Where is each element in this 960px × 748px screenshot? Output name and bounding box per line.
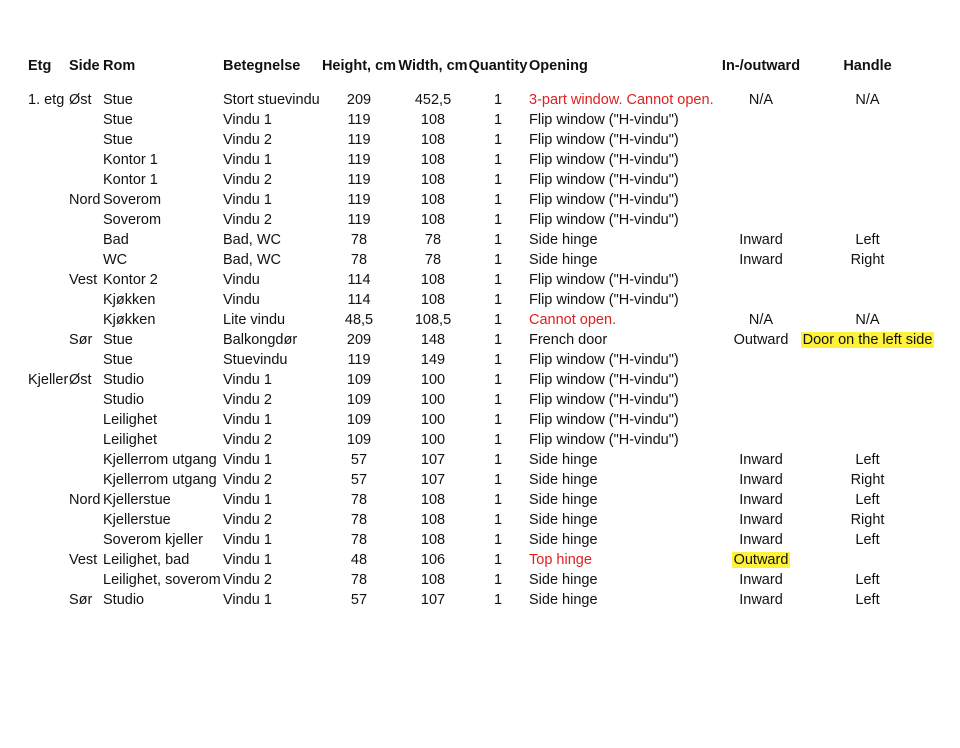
cell-betegnelse: Vindu 2 bbox=[223, 132, 272, 148]
cell-side: Nord bbox=[69, 192, 101, 208]
cell-handle: Left bbox=[855, 572, 880, 588]
cell-betegnelse: Vindu 1 bbox=[223, 592, 272, 608]
cell-width: 108 bbox=[420, 172, 446, 188]
cell-betegnelse: Vindu bbox=[223, 292, 260, 308]
cell-height: 57 bbox=[350, 472, 368, 488]
cell-betegnelse: Vindu 2 bbox=[223, 212, 272, 228]
cell-height: 119 bbox=[347, 132, 371, 148]
cell-rom: Kjellerrom utgang bbox=[103, 472, 217, 488]
cell-width: 452,5 bbox=[414, 92, 452, 108]
cell-quantity: 1 bbox=[493, 552, 503, 568]
cell-side: Sør bbox=[69, 332, 93, 348]
cell-width: 100 bbox=[420, 372, 446, 388]
cell-width: 108 bbox=[420, 112, 446, 128]
cell-rom: Stue bbox=[103, 112, 133, 128]
cell-rom: Leilighet bbox=[103, 432, 158, 448]
cell-rom: Soverom bbox=[103, 192, 162, 208]
cell-quantity: 1 bbox=[493, 592, 503, 608]
cell-quantity: 1 bbox=[493, 412, 503, 428]
cell-opening: Side hinge bbox=[529, 252, 598, 268]
cell-height: 109 bbox=[346, 392, 372, 408]
cell-width: 148 bbox=[420, 332, 446, 348]
cell-betegnelse: Stuevindu bbox=[223, 352, 288, 368]
cell-rom: Studio bbox=[103, 392, 145, 408]
cell-inout: Inward bbox=[739, 472, 783, 488]
cell-opening: 3-part window. Cannot open. bbox=[529, 92, 714, 108]
cell-quantity: 1 bbox=[493, 432, 503, 448]
cell-height: 48 bbox=[350, 552, 368, 568]
cell-betegnelse: Bad, WC bbox=[223, 252, 282, 268]
cell-betegnelse: Vindu 1 bbox=[223, 152, 272, 168]
cell-height: 209 bbox=[346, 332, 372, 348]
cell-width: 108 bbox=[420, 212, 446, 228]
cell-height: 57 bbox=[350, 452, 368, 468]
header-width: Width, cm bbox=[398, 58, 468, 74]
cell-opening: Flip window ("H-vindu") bbox=[529, 212, 679, 228]
cell-quantity: 1 bbox=[493, 192, 503, 208]
cell-inout: Inward bbox=[739, 232, 783, 248]
cell-side: Vest bbox=[69, 272, 98, 288]
cell-width: 108 bbox=[420, 512, 446, 528]
cell-handle: Left bbox=[855, 232, 880, 248]
cell-rom: Bad bbox=[103, 232, 129, 248]
cell-width: 108 bbox=[420, 192, 446, 208]
cell-rom: Stue bbox=[103, 132, 133, 148]
cell-width: 100 bbox=[420, 412, 446, 428]
cell-rom: WC bbox=[103, 252, 128, 268]
cell-height: 109 bbox=[346, 412, 372, 428]
cell-height: 78 bbox=[350, 232, 368, 248]
cell-rom: Kjøkken bbox=[103, 312, 156, 328]
cell-opening: Side hinge bbox=[529, 572, 598, 588]
cell-inout: Inward bbox=[739, 452, 783, 468]
cell-inout: Inward bbox=[739, 532, 783, 548]
cell-rom: Leilighet, soverom bbox=[103, 572, 221, 588]
cell-rom: Kjellerrom utgang bbox=[103, 452, 217, 468]
cell-height: 119 bbox=[347, 212, 371, 228]
header-side: Side bbox=[69, 58, 100, 74]
cell-inout: N/A bbox=[748, 312, 774, 328]
cell-inout: Outward bbox=[733, 332, 789, 348]
cell-rom: Studio bbox=[103, 372, 145, 388]
cell-rom: Kjellerstue bbox=[103, 512, 171, 528]
cell-rom: Stue bbox=[103, 332, 133, 348]
cell-betegnelse: Vindu 2 bbox=[223, 512, 272, 528]
cell-opening: Flip window ("H-vindu") bbox=[529, 372, 679, 388]
cell-width: 100 bbox=[420, 392, 446, 408]
cell-betegnelse: Lite vindu bbox=[223, 312, 286, 328]
cell-quantity: 1 bbox=[493, 312, 503, 328]
cell-width: 108 bbox=[420, 132, 446, 148]
cell-height: 119 bbox=[347, 192, 371, 208]
header-inout: In-/outward bbox=[721, 58, 801, 74]
cell-opening: Flip window ("H-vindu") bbox=[529, 152, 679, 168]
cell-opening: French door bbox=[529, 332, 608, 348]
cell-opening: Flip window ("H-vindu") bbox=[529, 292, 679, 308]
cell-height: 119 bbox=[347, 112, 371, 128]
cell-betegnelse: Vindu 1 bbox=[223, 412, 272, 428]
cell-betegnelse: Vindu 1 bbox=[223, 372, 272, 388]
cell-width: 108 bbox=[420, 272, 446, 288]
header-handle: Handle bbox=[843, 58, 892, 74]
highlighted-value: Door on the left side bbox=[802, 332, 933, 348]
cell-height: 119 bbox=[347, 352, 371, 368]
cell-opening: Side hinge bbox=[529, 512, 598, 528]
cell-quantity: 1 bbox=[493, 212, 503, 228]
cell-width: 107 bbox=[420, 472, 446, 488]
cell-opening: Flip window ("H-vindu") bbox=[529, 392, 679, 408]
cell-handle: N/A bbox=[855, 92, 880, 108]
cell-opening: Side hinge bbox=[529, 452, 598, 468]
cell-opening: Top hinge bbox=[529, 552, 592, 568]
cell-quantity: 1 bbox=[493, 292, 503, 308]
cell-handle: Left bbox=[855, 592, 880, 608]
cell-rom: Soverom bbox=[103, 212, 162, 228]
cell-opening: Side hinge bbox=[529, 592, 598, 608]
cell-inout: Inward bbox=[739, 572, 783, 588]
cell-inout: Inward bbox=[739, 512, 783, 528]
cell-quantity: 1 bbox=[493, 112, 503, 128]
cell-betegnelse: Vindu 2 bbox=[223, 572, 272, 588]
cell-handle: Left bbox=[855, 452, 880, 468]
cell-opening: Flip window ("H-vindu") bbox=[529, 432, 679, 448]
cell-width: 78 bbox=[424, 252, 442, 268]
cell-rom: Leilighet, bad bbox=[103, 552, 190, 568]
cell-width: 149 bbox=[420, 352, 446, 368]
cell-betegnelse: Vindu 1 bbox=[223, 112, 272, 128]
cell-handle bbox=[800, 330, 935, 350]
cell-inout bbox=[721, 550, 801, 570]
cell-betegnelse: Vindu bbox=[223, 272, 260, 288]
cell-rom: Kjellerstue bbox=[103, 492, 171, 508]
header-betegnelse: Betegnelse bbox=[223, 58, 301, 74]
cell-height: 109 bbox=[346, 372, 372, 388]
cell-opening: Flip window ("H-vindu") bbox=[529, 192, 679, 208]
header-etg: Etg bbox=[28, 58, 52, 74]
cell-width: 108 bbox=[420, 572, 446, 588]
cell-quantity: 1 bbox=[493, 92, 503, 108]
cell-quantity: 1 bbox=[493, 332, 503, 348]
cell-width: 100 bbox=[420, 432, 446, 448]
cell-rom: Studio bbox=[103, 592, 145, 608]
cell-height: 78 bbox=[350, 252, 368, 268]
cell-betegnelse: Balkongdør bbox=[223, 332, 298, 348]
cell-side: Vest bbox=[69, 552, 98, 568]
cell-betegnelse: Vindu 2 bbox=[223, 472, 272, 488]
cell-handle: Right bbox=[850, 252, 885, 268]
cell-width: 108,5 bbox=[414, 312, 452, 328]
cell-opening: Side hinge bbox=[529, 232, 598, 248]
cell-width: 107 bbox=[420, 592, 446, 608]
cell-inout: Inward bbox=[739, 492, 783, 508]
cell-opening: Flip window ("H-vindu") bbox=[529, 132, 679, 148]
cell-opening: Side hinge bbox=[529, 492, 598, 508]
cell-quantity: 1 bbox=[493, 252, 503, 268]
cell-quantity: 1 bbox=[493, 392, 503, 408]
cell-betegnelse: Bad, WC bbox=[223, 232, 282, 248]
highlighted-value: Outward bbox=[733, 552, 789, 568]
cell-side: Øst bbox=[69, 92, 92, 108]
cell-height: 78 bbox=[350, 492, 368, 508]
cell-rom: Stue bbox=[103, 352, 133, 368]
cell-opening: Flip window ("H-vindu") bbox=[529, 272, 679, 288]
cell-etg: Kjeller bbox=[28, 372, 69, 388]
header-height: Height, cm bbox=[321, 58, 397, 74]
cell-height: 78 bbox=[350, 572, 368, 588]
cell-betegnelse: Vindu 2 bbox=[223, 172, 272, 188]
cell-rom: Stue bbox=[103, 92, 133, 108]
cell-inout: Inward bbox=[739, 592, 783, 608]
cell-quantity: 1 bbox=[493, 572, 503, 588]
cell-handle: Right bbox=[850, 472, 885, 488]
cell-betegnelse: Vindu 1 bbox=[223, 452, 272, 468]
cell-handle: Left bbox=[855, 492, 880, 508]
cell-side: Øst bbox=[69, 372, 92, 388]
header-opening: Opening bbox=[529, 58, 588, 74]
cell-opening: Side hinge bbox=[529, 532, 598, 548]
cell-handle: Right bbox=[850, 512, 885, 528]
cell-quantity: 1 bbox=[493, 452, 503, 468]
cell-etg: 1. etg bbox=[28, 92, 65, 108]
cell-betegnelse: Vindu 2 bbox=[223, 392, 272, 408]
cell-width: 108 bbox=[420, 492, 446, 508]
cell-quantity: 1 bbox=[493, 232, 503, 248]
cell-quantity: 1 bbox=[493, 132, 503, 148]
cell-inout: Inward bbox=[739, 252, 783, 268]
cell-quantity: 1 bbox=[493, 152, 503, 168]
cell-opening: Flip window ("H-vindu") bbox=[529, 412, 679, 428]
cell-width: 106 bbox=[420, 552, 446, 568]
cell-betegnelse: Stort stuevindu bbox=[223, 92, 320, 108]
cell-betegnelse: Vindu 1 bbox=[223, 192, 272, 208]
cell-betegnelse: Vindu 1 bbox=[223, 492, 272, 508]
cell-betegnelse: Vindu 1 bbox=[223, 552, 272, 568]
cell-side: Nord bbox=[69, 492, 101, 508]
cell-height: 109 bbox=[346, 432, 372, 448]
cell-handle: N/A bbox=[855, 312, 880, 328]
cell-quantity: 1 bbox=[493, 492, 503, 508]
cell-opening: Flip window ("H-vindu") bbox=[529, 352, 679, 368]
cell-opening: Flip window ("H-vindu") bbox=[529, 172, 679, 188]
cell-betegnelse: Vindu 2 bbox=[223, 432, 272, 448]
cell-width: 107 bbox=[420, 452, 446, 468]
cell-quantity: 1 bbox=[493, 512, 503, 528]
cell-rom: Kontor 1 bbox=[103, 172, 158, 188]
cell-inout: N/A bbox=[748, 92, 774, 108]
cell-height: 119 bbox=[347, 172, 371, 188]
cell-quantity: 1 bbox=[493, 352, 503, 368]
cell-width: 108 bbox=[420, 532, 446, 548]
cell-width: 108 bbox=[420, 292, 446, 308]
cell-betegnelse: Vindu 1 bbox=[223, 532, 272, 548]
cell-rom: Kontor 2 bbox=[103, 272, 158, 288]
cell-rom: Leilighet bbox=[103, 412, 158, 428]
cell-width: 108 bbox=[420, 152, 446, 168]
cell-rom: Soverom kjeller bbox=[103, 532, 203, 548]
cell-rom: Kontor 1 bbox=[103, 152, 158, 168]
cell-quantity: 1 bbox=[493, 532, 503, 548]
cell-opening: Flip window ("H-vindu") bbox=[529, 112, 679, 128]
cell-height: 209 bbox=[346, 92, 372, 108]
cell-height: 114 bbox=[347, 272, 371, 288]
cell-width: 78 bbox=[424, 232, 442, 248]
header-rom: Rom bbox=[103, 58, 136, 74]
cell-quantity: 1 bbox=[493, 172, 503, 188]
cell-quantity: 1 bbox=[493, 272, 503, 288]
cell-height: 48,5 bbox=[344, 312, 374, 328]
cell-rom: Kjøkken bbox=[103, 292, 156, 308]
cell-handle: Left bbox=[855, 532, 880, 548]
header-quantity: Quantity bbox=[468, 58, 528, 74]
cell-height: 78 bbox=[350, 512, 368, 528]
cell-height: 114 bbox=[347, 292, 371, 308]
cell-opening: Side hinge bbox=[529, 472, 598, 488]
cell-side: Sør bbox=[69, 592, 93, 608]
cell-height: 78 bbox=[350, 532, 368, 548]
cell-quantity: 1 bbox=[493, 472, 503, 488]
cell-opening: Cannot open. bbox=[529, 312, 617, 328]
cell-quantity: 1 bbox=[493, 372, 503, 388]
cell-height: 119 bbox=[347, 152, 371, 168]
cell-height: 57 bbox=[350, 592, 368, 608]
